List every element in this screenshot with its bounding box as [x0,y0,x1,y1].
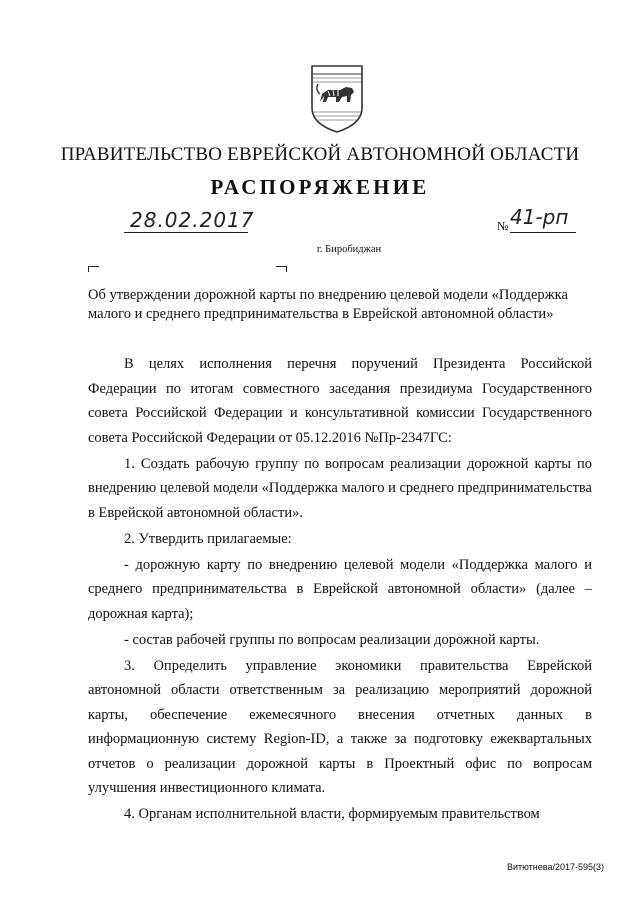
body-paragraph: 4. Органам исполнительной власти, формируемым правительством [124,806,540,822]
number-underline [510,232,576,233]
date-underline [124,232,248,233]
subject-corner-left [88,266,99,272]
footer-code: Витютнева/2017-595(3) [506,862,604,872]
document-body [88,352,592,828]
document-date: 28.02.2017 [130,208,255,232]
body-paragraph: 1. Создать рабочую группу по вопросам реализации дорожной карты по внедрению целевой модели «Поддержка малого и среднего предпринимательства в Еврейской автономной области». [88,455,592,521]
body-paragraph: В целях исполнения перечня поручений Президента Российской Федерации по итогам совместного заседания президиума Государственного совета Российской Федерации и консультативной комиссии Государственного совета Российской Федерации от 05.12.2016 №Пр-2347ГС: [88,356,592,446]
government-title: ПРАВИТЕЛЬСТВО ЕВРЕЙСКОЙ АВТОНОМНОЙ ОБЛАСТИ [60,144,580,165]
city-label: г. Биробиджан [316,244,382,255]
document-number: 41-рп [510,205,569,229]
number-sign: № [497,219,509,233]
coat-of-arms-tiger-icon [306,62,368,136]
subject-corner-right [276,266,287,272]
document-type: РАСПОРЯЖЕНИЕ [210,175,430,199]
body-paragraph: 3. Определить управление экономики правительства Еврейской автономной области ответственным за реализацию мероприятий дорожной карты, обеспечение ежемесячного внесения отчетных данных в информационную систему Region-ID, а также за подготовку ежеквартальных отчетов о реализации дорожной карты в Проектный офис по вопросам улучшения инвестиционного климата. [88,657,592,796]
body-paragraph: - дорожную карту по внедрению целевой модели «Поддержка малого и среднего предпринимательства в Еврейской автономной области» (далее – дорожная карта); [88,556,592,622]
document-subject: Об утверждении дорожной карты по внедрению целевой модели «Поддержка малого и среднего предпринимательства в Еврейской автономной области» [88,287,568,322]
body-paragraph: 2. Утвердить прилагаемые: [124,530,292,547]
body-paragraph: - состав рабочей группы по вопросам реализации дорожной карты. [124,631,540,648]
